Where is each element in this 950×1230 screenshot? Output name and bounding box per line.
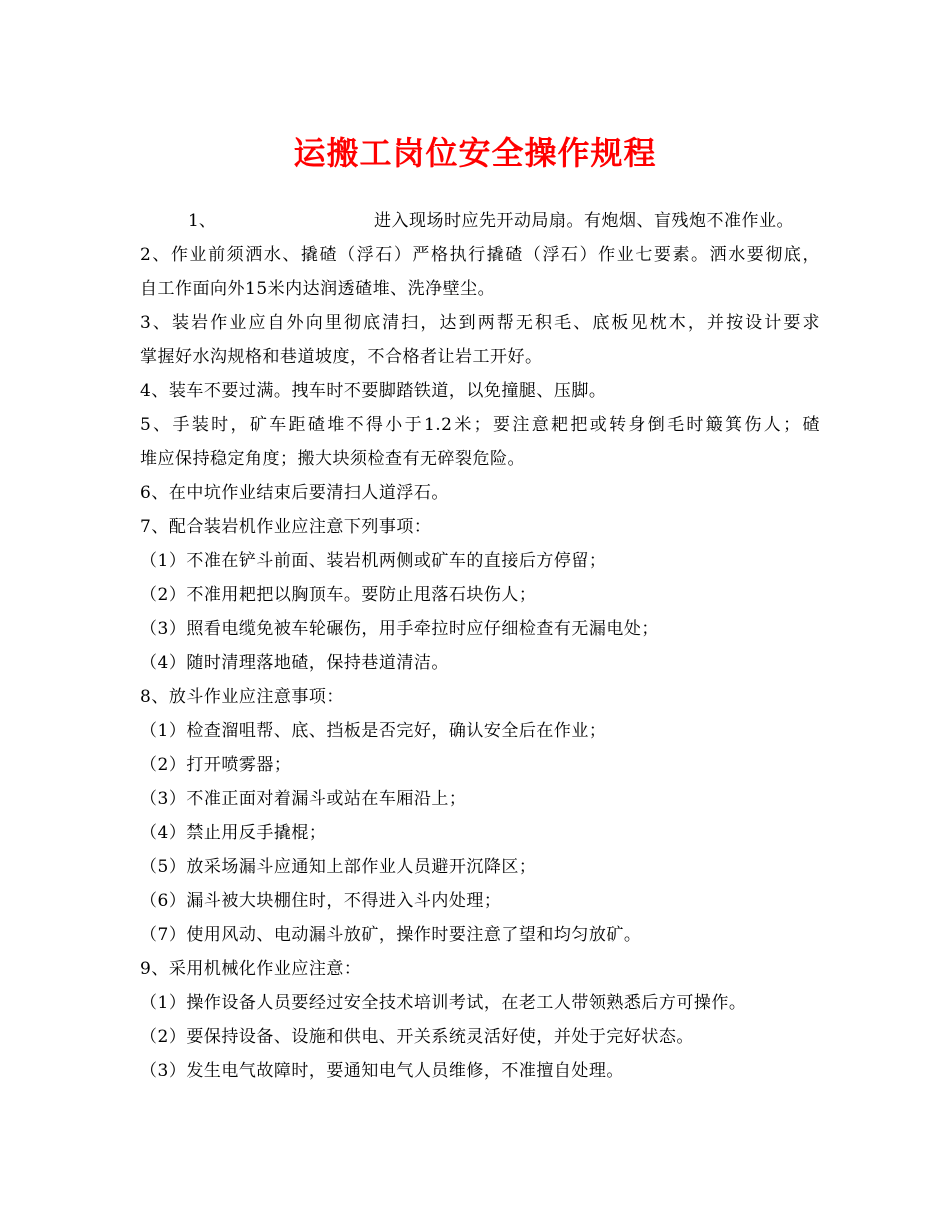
body-line: 7、配合装岩机作业应注意下列事项： <box>140 517 432 537</box>
item-1-number: 1、 <box>188 211 216 231</box>
body-line: （1）不准在铲斗前面、装岩机两侧或矿车的直接后方停留； <box>140 551 607 571</box>
body-line: 3、装岩作业应自外向里彻底清扫，达到两帮无积毛、底板见枕木，并按设计要求 <box>140 313 820 333</box>
body-line: 自工作面向外15米内达润透碴堆、洗净壁尘。 <box>140 279 496 299</box>
item-1-line <box>140 204 820 238</box>
body-line: （6）漏斗被大块棚住时，不得进入斗内处理； <box>140 891 502 911</box>
body-line: （2）要保持设备、设施和供电、开关系统灵活好使，并处于完好状态。 <box>140 1027 694 1047</box>
body-line: （1）检查溜咀帮、底、挡板是否完好，确认安全后在作业； <box>140 721 607 741</box>
body-line: （7）使用风动、电动漏斗放矿，操作时要注意了望和均匀放矿。 <box>140 925 642 945</box>
body-line: 2、作业前须洒水、撬碴（浮石）严格执行撬碴（浮石）作业七要素。洒水要彻底， <box>140 245 820 265</box>
document-body <box>140 204 820 1088</box>
body-line: （4）禁止用反手撬棍； <box>140 823 327 843</box>
body-line: （3）发生电气故障时，要通知电气人员维修，不准擅自处理。 <box>140 1061 624 1081</box>
body-line: （2）打开喷雾器； <box>140 755 292 775</box>
body-line: 8、放斗作业应注意事项： <box>140 687 344 707</box>
body-line: 6、在中坑作业结束后要清扫人道浮石。 <box>140 483 449 503</box>
body-line: （3）照看电缆免被车轮碾伤，用手牵拉时应仔细检查有无漏电处； <box>140 619 659 639</box>
body-line: （5）放采场漏斗应通知上部作业人员避开沉降区； <box>140 857 537 877</box>
body-line: （3）不准正面对着漏斗或站在车厢沿上； <box>140 789 467 809</box>
body-line: 9、采用机械化作业应注意： <box>140 959 362 979</box>
body-line: （4）随时清理落地碴，保持巷道清洁。 <box>140 653 449 673</box>
body-line: 堆应保持稳定角度；搬大块须检查有无碎裂危险。 <box>140 449 525 469</box>
body-line: 5、手装时，矿车距碴堆不得小于1.2米；要注意耙把或转身倒毛时簸箕伤人；碴 <box>140 415 820 435</box>
body-line: （2）不准用耙把以胸顶车。要防止甩落石块伤人； <box>140 585 537 605</box>
item-1-text: 进入现场时应先开动局扇。有炮烟、盲残炮不准作业。 <box>374 211 794 231</box>
body-line: 掌握好水沟规格和巷道坡度，不合格者让岩工开好。 <box>140 347 543 367</box>
document-title: 运搬工岗位安全操作规程 <box>293 134 657 172</box>
body-line: 4、装车不要过满。拽车时不要脚踏铁道，以免撞腿、压脚。 <box>140 381 607 401</box>
body-line: （1）操作设备人员要经过安全技术培训考试，在老工人带领熟悉后方可操作。 <box>140 993 747 1013</box>
